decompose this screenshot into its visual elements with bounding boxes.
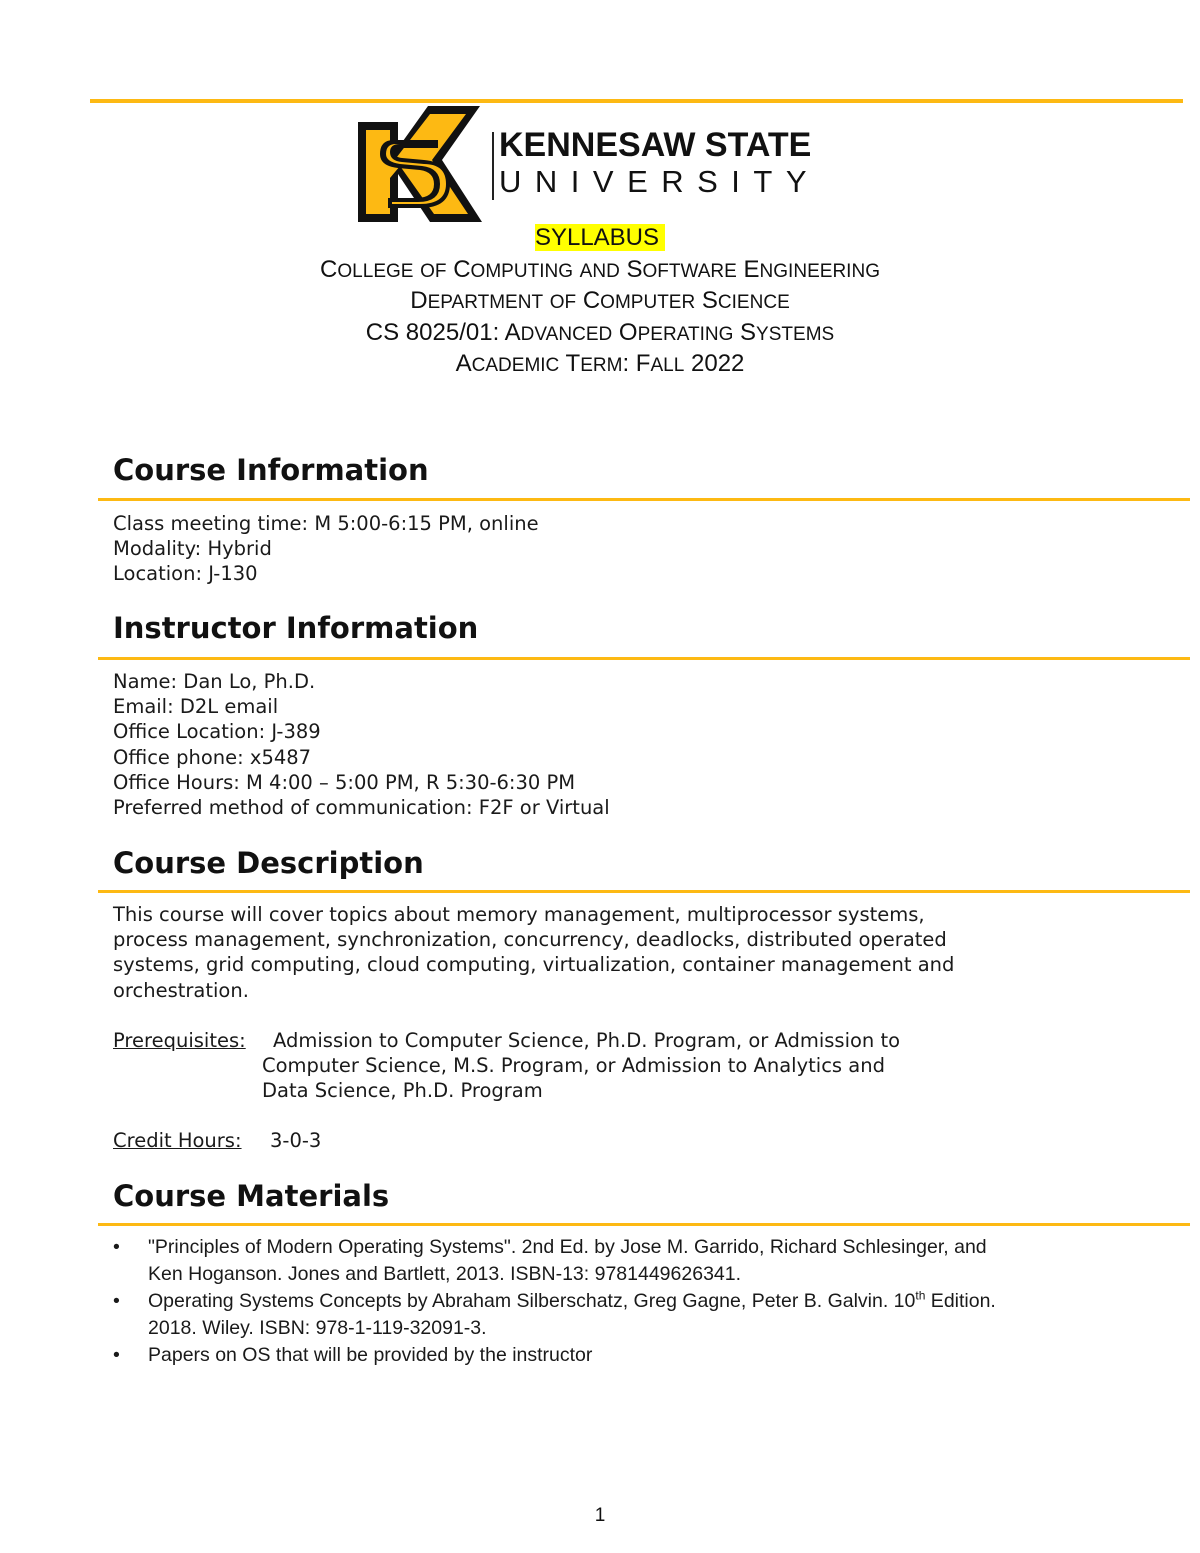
list-item [113,1234,996,1288]
credit-hours-value: 3-0-3 [270,1129,322,1152]
modality: Modality: Hybrid [113,537,272,561]
academic-term [0,348,1200,380]
section-rule [98,1223,1190,1226]
office-location: Office Location: J-389 [113,720,321,744]
instructor-information-lines [113,669,610,820]
material-line: "Principles of Modern Operating Systems". 2nd Ed. by Jose M. Garrido, Richard Schlesinger, and [148,1236,987,1258]
list-item [113,1342,996,1369]
instructor-email: Email: D2L email [113,695,279,719]
preferred-communication: Preferred method of communication: F2F or Virtual [113,795,610,819]
ksu-logo [358,104,848,226]
top-gold-rule [90,99,1183,103]
course-title-text: CS 8025/01: ADVANCED OPERATING SYSTEMS [365,318,835,346]
department-name [0,285,1200,317]
material-line: Papers on OS that will be provided by the instructor [148,1344,593,1366]
material-text: Edition. [925,1290,996,1312]
course-title [0,317,1200,349]
prerequisites-line: Data Science, Ph.D. Program [262,1079,543,1102]
course-materials-list [113,1234,996,1369]
heading-course-information: Course Information [113,453,429,487]
description-line: process management, synchronization, concurrency, deadlocks, distributed operated [113,928,947,952]
college-name-text: COLLEGE OF COMPUTING AND SOFTWARE ENGINEERING [320,255,880,283]
logo-wordmark-kennesaw-state: KENNESAW STATE [499,126,812,164]
college-name [0,254,1200,286]
syllabus-label: SYLLABUS [535,224,665,251]
prerequisites-label: Prerequisites: [113,1029,246,1052]
prerequisites-line: Admission to Computer Science, Ph.D. Program, or Admission to [273,1029,901,1052]
description-line: orchestration. [113,978,249,1002]
material-line: Ken Hoganson. Jones and Bartlett, 2013. ISBN-13: 9781449626341. [148,1263,742,1285]
list-item [113,1288,996,1342]
description-line: This course will cover topics about memory management, multiprocessor systems, [113,903,925,926]
heading-instructor-information: Instructor Information [113,611,479,645]
edition-superscript: th [915,1288,926,1303]
office-hours: Office Hours: M 4:00 – 5:00 PM, R 5:30-6:30 PM [113,770,576,794]
department-name-text: DEPARTMENT OF COMPUTER SCIENCE [410,287,790,314]
prerequisites-line: Computer Science, M.S. Program, or Admission to Analytics and [262,1054,885,1077]
section-rule [98,657,1190,660]
heading-course-materials: Course Materials [113,1179,390,1213]
ksu-monogram-icon [358,104,483,226]
title-block [0,222,1200,380]
heading-course-description: Course Description [113,846,424,880]
course-information-lines [113,511,539,587]
section-rule [98,890,1190,893]
location: Location: J-130 [113,562,258,586]
instructor-name: Name: Dan Lo, Ph.D. [113,670,316,693]
bullet-icon: • [113,1236,120,1258]
page-number: 1 [594,1505,606,1526]
logo-divider [492,132,494,200]
material-text: Operating Systems Concepts by Abraham Silberschatz, Greg Gagne, Peter B. Galvin. 10 [148,1290,916,1312]
section-rule [98,498,1190,501]
class-meeting-time: Class meeting time: M 5:00-6:15 PM, online [113,512,539,535]
academic-term-text: ACADEMIC TERM: FALL 2022 [455,350,745,377]
course-description-paragraph [113,902,954,1003]
office-phone: Office phone: x5487 [113,745,312,769]
material-line [148,1288,996,1315]
bullet-icon: • [113,1290,120,1312]
material-line: 2018. Wiley. ISBN: 978-1-119-32091-3. [148,1317,487,1339]
syllabus-title [0,222,1200,254]
credit-hours-label: Credit Hours: [113,1129,242,1152]
logo-wordmark-university: UNIVERSITY [499,164,821,199]
description-line: systems, grid computing, cloud computing, virtualization, container management and [113,953,955,977]
bullet-icon: • [113,1344,120,1366]
